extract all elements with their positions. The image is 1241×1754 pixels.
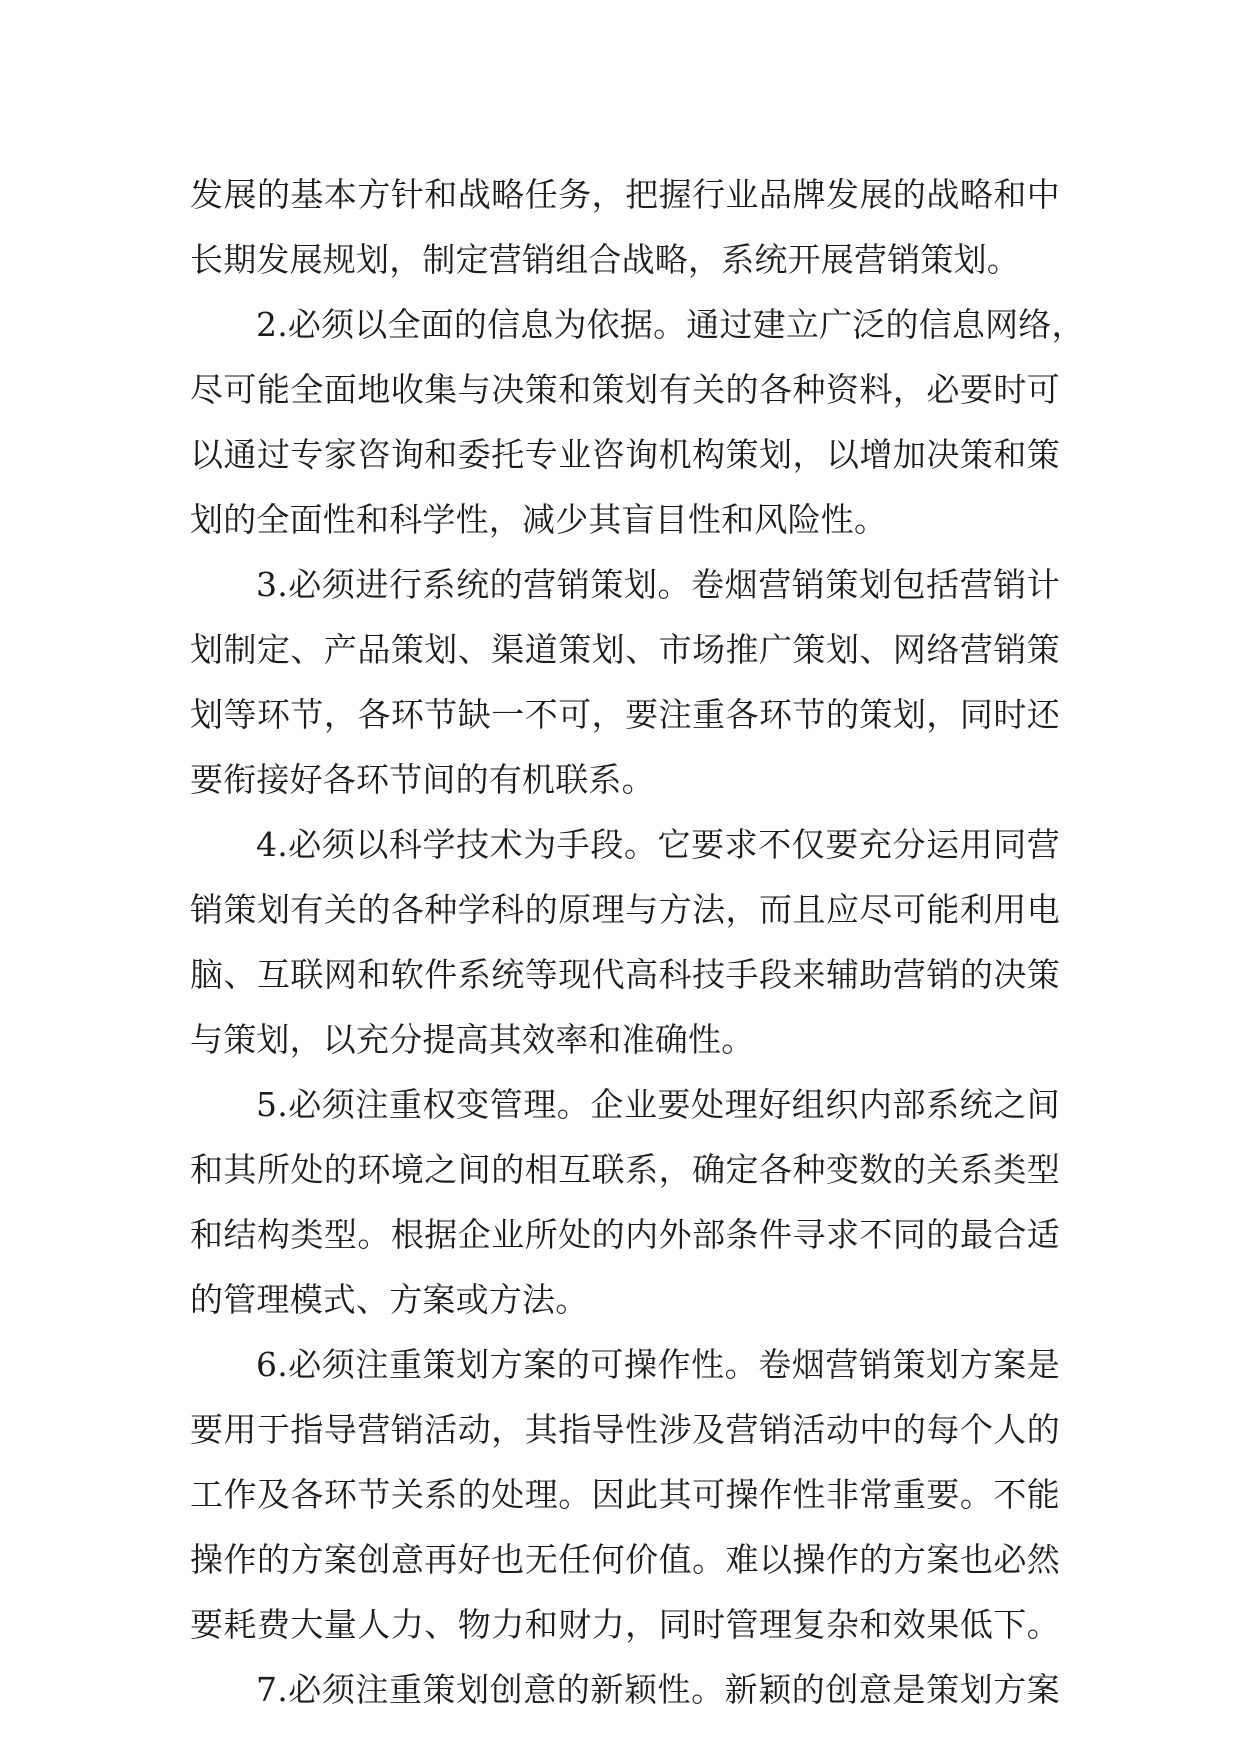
text-line: 销策划有关的各种学科的原理与方法，而且应尽可能利用电: [190, 890, 1060, 929]
text-line: 和结构类型。根据企业所处的内外部条件寻求不同的最合适: [190, 1215, 1060, 1254]
text-line: 划的全面性和科学性，减少其盲目性和风险性。: [190, 500, 888, 539]
text-line: 划制定、产品策划、渠道策划、市场推广策划、网络营销策: [190, 630, 1060, 669]
text-line: 工作及各环节关系的处理。因此其可操作性非常重要。不能: [190, 1475, 1060, 1514]
text-line: 和其所处的环境之间的相互联系，确定各种变数的关系类型: [190, 1150, 1060, 1189]
text-line: 发展的基本方针和战略任务，把握行业品牌发展的战略和中: [190, 175, 1060, 214]
text-line: 与策划，以充分提高其效率和准确性。: [190, 1020, 755, 1059]
text-line: 尽可能全面地收集与决策和策划有关的各种资料，必要时可: [190, 370, 1060, 409]
text-line: 脑、互联网和软件系统等现代高科技手段来辅助营销的决策: [190, 955, 1060, 994]
text-line: 以通过专家咨询和委托专业咨询机构策划，以增加决策和策: [190, 435, 1060, 474]
paragraph-start-line: 2.必须以全面的信息为依据。通过建立广泛的信息网络，: [256, 305, 1085, 344]
text-line: 要用于指导营销活动，其指导性涉及营销活动中的每个人的: [190, 1410, 1060, 1449]
text-line: 划等环节，各环节缺一不可，要注重各环节的策划，同时还: [190, 695, 1060, 734]
paragraph-start-line: 5.必须注重权变管理。企业要处理好组织内部系统之间: [256, 1085, 1060, 1124]
document-body: [190, 162, 1085, 1722]
text-line: 长期发展规划，制定营销组合战略，系统开展营销策划。: [190, 240, 1020, 279]
text-line: 操作的方案创意再好也无任何价值。难以操作的方案也必然: [190, 1540, 1060, 1579]
paragraph-start-line: 4.必须以科学技术为手段。它要求不仅要充分运用同营: [256, 825, 1060, 864]
text-line: 要耗费大量人力、物力和财力，同时管理复杂和效果低下。: [190, 1605, 1060, 1644]
paragraph-start-line: 6.必须注重策划方案的可操作性。卷烟营销策划方案是: [256, 1345, 1060, 1384]
text-line: 要衔接好各环节间的有机联系。: [190, 760, 655, 799]
paragraph-start-line: 3.必须进行系统的营销策划。卷烟营销策划包括营销计: [256, 565, 1060, 604]
paragraph-start-line: 7.必须注重策划创意的新颖性。新颖的创意是策划方案: [256, 1670, 1060, 1709]
text-line: 的管理模式、方案或方法。: [190, 1280, 589, 1319]
